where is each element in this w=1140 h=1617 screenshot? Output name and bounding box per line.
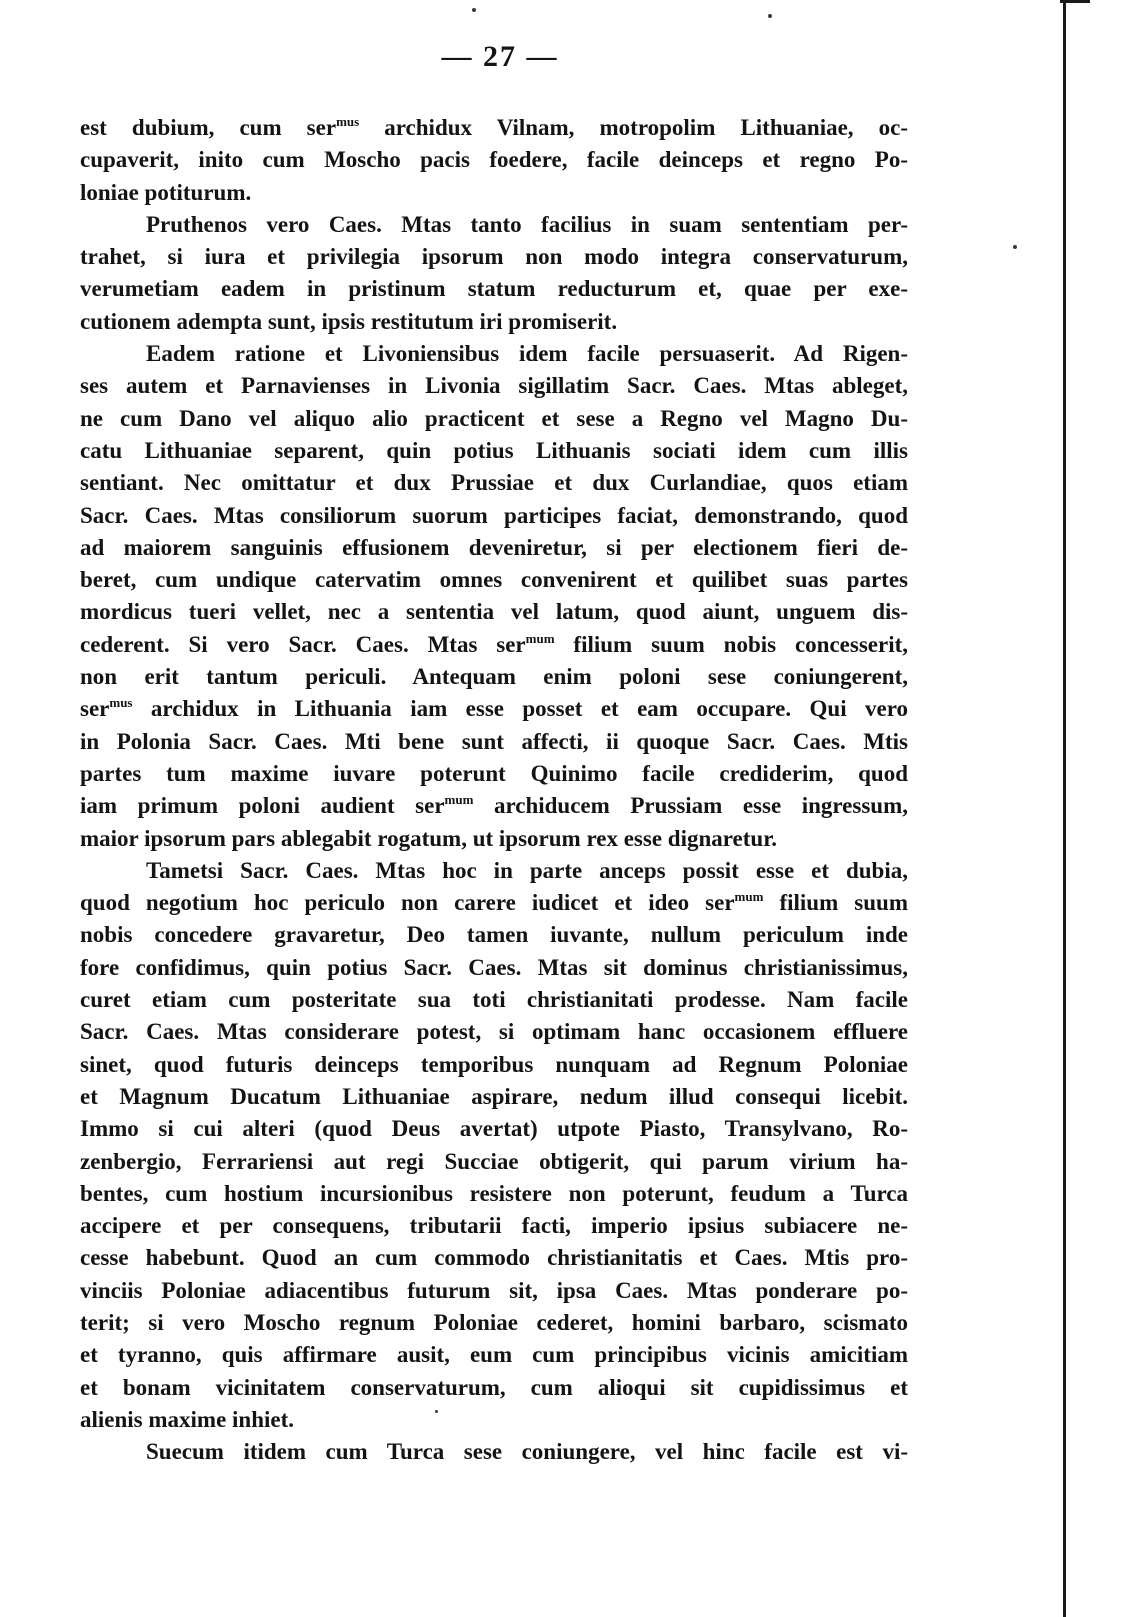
text-line	[80, 596, 908, 628]
text-line-segment: cupaverit, inito cum Moscho pacis foedere, facile deinceps et regno Po-	[80, 147, 908, 173]
text-line-segment: loniae potiturum.	[80, 179, 252, 205]
text-line	[80, 1081, 908, 1113]
text-line	[80, 952, 908, 984]
abbreviation-superscript: mus	[336, 114, 360, 129]
text-line	[80, 919, 908, 951]
text-line-segment: filium suum	[763, 890, 908, 916]
text-line-segment: filium suum nobis concesserit,	[554, 631, 908, 657]
text-line-segment: et tyranno, quis affirmare ausit, eum cum principibus vicinis amicitiam	[80, 1342, 908, 1368]
abbreviation-superscript: mum	[525, 630, 555, 646]
text-line	[80, 790, 908, 822]
page-number: — 27 —	[441, 40, 559, 73]
text-line-segment: beret, cum undique catervatim omnes convenirent et quilibet suas partes	[80, 567, 908, 593]
text-line-segment: iam primum poloni audient ser	[80, 793, 445, 819]
text-line	[80, 726, 908, 758]
text-line-segment: zenbergio, Ferrariensi aut regi Succiae obtigerit, qui parum virium ha-	[80, 1148, 908, 1174]
text-line	[80, 758, 908, 790]
text-line	[80, 1113, 908, 1145]
text-line	[80, 1242, 908, 1274]
text-line-segment: nobis concedere gravaretur, Deo tamen iuvante, nullum periculum inde	[80, 922, 908, 948]
text-line-segment: archiducem Prussiam esse ingressum,	[473, 793, 908, 819]
text-line	[80, 1049, 908, 1081]
abbreviation-superscript: mus	[109, 695, 133, 711]
text-line-segment: accipere et per consequens, tributarii facti, imperio ipsius subiacere ne-	[80, 1213, 908, 1239]
text-line-segment: Eadem ratione et Livoniensibus idem facile persuaserit. Ad Rigen-	[146, 341, 908, 367]
text-line-segment: trahet, si iura et privilegia ipsorum non modo integra conservaturum,	[80, 244, 908, 270]
text-line-segment: est dubium, cum ser	[80, 115, 337, 140]
text-line	[80, 564, 908, 596]
scan-speck	[472, 8, 476, 12]
text-line-segment: quod negotium hoc periculo non carere iudicet et ideo ser	[80, 890, 735, 916]
text-line-segment: ser	[80, 696, 110, 722]
text-line	[80, 661, 908, 693]
text-line-segment: et bonam vicinitatem conservaturum, cum alioqui sit cupidissimus et	[80, 1374, 908, 1400]
scan-speck	[1013, 245, 1017, 249]
text-line	[80, 1178, 908, 1210]
body-text	[80, 112, 908, 1468]
text-line-segment: ne cum Dano vel aliquo alio practicent et sese a Regno vel Magno Du-	[80, 405, 908, 431]
text-line	[80, 338, 908, 370]
scan-speck	[768, 14, 772, 18]
text-line-segment: vinciis Poloniae adiacentibus futurum sit, ipsa Caes. Mtas ponderare po-	[80, 1277, 908, 1303]
text-line	[80, 984, 908, 1016]
text-line-segment: archidux in Lithuania iam esse posset et eam occupare. Qui vero	[132, 696, 908, 722]
text-line-segment: cesse habebunt. Quod an cum commodo christianitatis et Caes. Mtis pro-	[80, 1245, 908, 1271]
text-line-segment: verumetiam eadem in pristinum statum reducturum et, quae per exe-	[80, 276, 908, 302]
text-line-segment: non erit tantum periculi. Antequam enim poloni sese coniungerent,	[80, 664, 908, 690]
text-line	[80, 403, 908, 435]
text-line	[80, 629, 908, 661]
text-line	[80, 112, 908, 144]
text-line-segment: Suecum itidem cum Turca sese coniungere, vel hinc facile est vi-	[146, 1439, 908, 1465]
text-line-segment: ad maiorem sanguinis effusionem deveniretur, si per electionem fieri de-	[80, 534, 908, 560]
text-line	[80, 823, 908, 855]
text-line	[80, 1210, 908, 1242]
text-line-segment: curet etiam cum posteritate sua toti christianitati prodesse. Nam facile	[80, 987, 908, 1013]
text-line-segment: sinet, quod futuris deinceps temporibus nunquam ad Regnum Poloniae	[80, 1051, 908, 1077]
text-line	[80, 209, 908, 241]
text-line	[80, 1275, 908, 1307]
text-line-segment: et Magnum Ducatum Lithuaniae aspirare, nedum illud consequi licebit.	[80, 1083, 908, 1109]
text-line-segment: Sacr. Caes. Mtas consiliorum suorum participes faciat, demonstrando, quod	[80, 502, 908, 528]
text-line	[80, 467, 908, 499]
text-line	[80, 306, 908, 338]
text-line	[80, 887, 908, 919]
text-line	[80, 1146, 908, 1178]
text-line	[80, 435, 908, 467]
text-line-segment: archidux Vilnam, motropolim Lithuaniae, oc-	[359, 115, 908, 140]
text-line	[80, 1016, 908, 1048]
text-line-segment: bentes, cum hostium incursionibus resistere non poterunt, feudum a Turca	[80, 1180, 908, 1206]
text-line-segment: maior ipsorum pars ablegabit rogatum, ut ipsorum rex esse dignaretur.	[80, 825, 778, 851]
text-line-segment: Tametsi Sacr. Caes. Mtas hoc in parte anceps possit esse et dubia,	[146, 857, 908, 883]
text-line-segment: sentiant. Nec omittatur et dux Prussiae et dux Curlandiae, quos etiam	[80, 470, 908, 496]
text-line	[80, 144, 908, 176]
text-line-segment: ses autem et Parnavienses in Livonia sigillatim Sacr. Caes. Mtas ableget,	[80, 373, 908, 399]
text-line	[80, 500, 908, 532]
text-line	[80, 273, 908, 305]
page-edge-rule	[1063, 0, 1066, 1617]
text-line	[80, 1307, 908, 1339]
text-line	[80, 177, 908, 209]
text-line-segment: fore confidimus, quin potius Sacr. Caes. Mtas sit dominus christianissimus,	[80, 954, 908, 980]
text-line-segment: Immo si cui alteri (quod Deus avertat) utpote Piasto, Transylvano, Ro-	[80, 1116, 908, 1142]
text-line	[80, 241, 908, 273]
text-line	[80, 1404, 908, 1436]
text-line	[80, 1372, 908, 1404]
text-line	[80, 370, 908, 402]
abbreviation-superscript: mum	[444, 792, 474, 808]
text-line-segment: in Polonia Sacr. Caes. Mti bene sunt affecti, ii quoque Sacr. Caes. Mtis	[80, 728, 908, 754]
text-line-segment: terit; si vero Moscho regnum Poloniae cederet, homini barbaro, scismato	[80, 1309, 908, 1335]
text-line-segment: cederent. Si vero Sacr. Caes. Mtas ser	[80, 631, 526, 657]
text-line-segment: mordicus tueri vellet, nec a sententia vel latum, quod aiunt, unguem dis-	[80, 599, 908, 625]
text-line-segment: alienis maxime inhiet.	[80, 1406, 295, 1432]
text-line	[80, 1339, 908, 1371]
abbreviation-superscript: mum	[734, 889, 764, 905]
text-line-segment: partes tum maxime iuvare poterunt Quinimo facile crediderim, quod	[80, 760, 908, 786]
text-line	[80, 855, 908, 887]
text-line-segment: catu Lithuaniae separent, quin potius Lithuanis sociati idem cum illis	[80, 437, 908, 463]
text-line-segment: cutionem adempta sunt, ipsis restitutum iri promiserit.	[80, 308, 618, 334]
text-line	[80, 1436, 908, 1468]
text-line-segment: Pruthenos vero Caes. Mtas tanto facilius in suam sententiam per-	[146, 211, 908, 237]
text-line	[80, 532, 908, 564]
text-line-segment: Sacr. Caes. Mtas considerare potest, si optimam hanc occasionem effluere	[80, 1019, 908, 1045]
text-line	[80, 693, 908, 725]
